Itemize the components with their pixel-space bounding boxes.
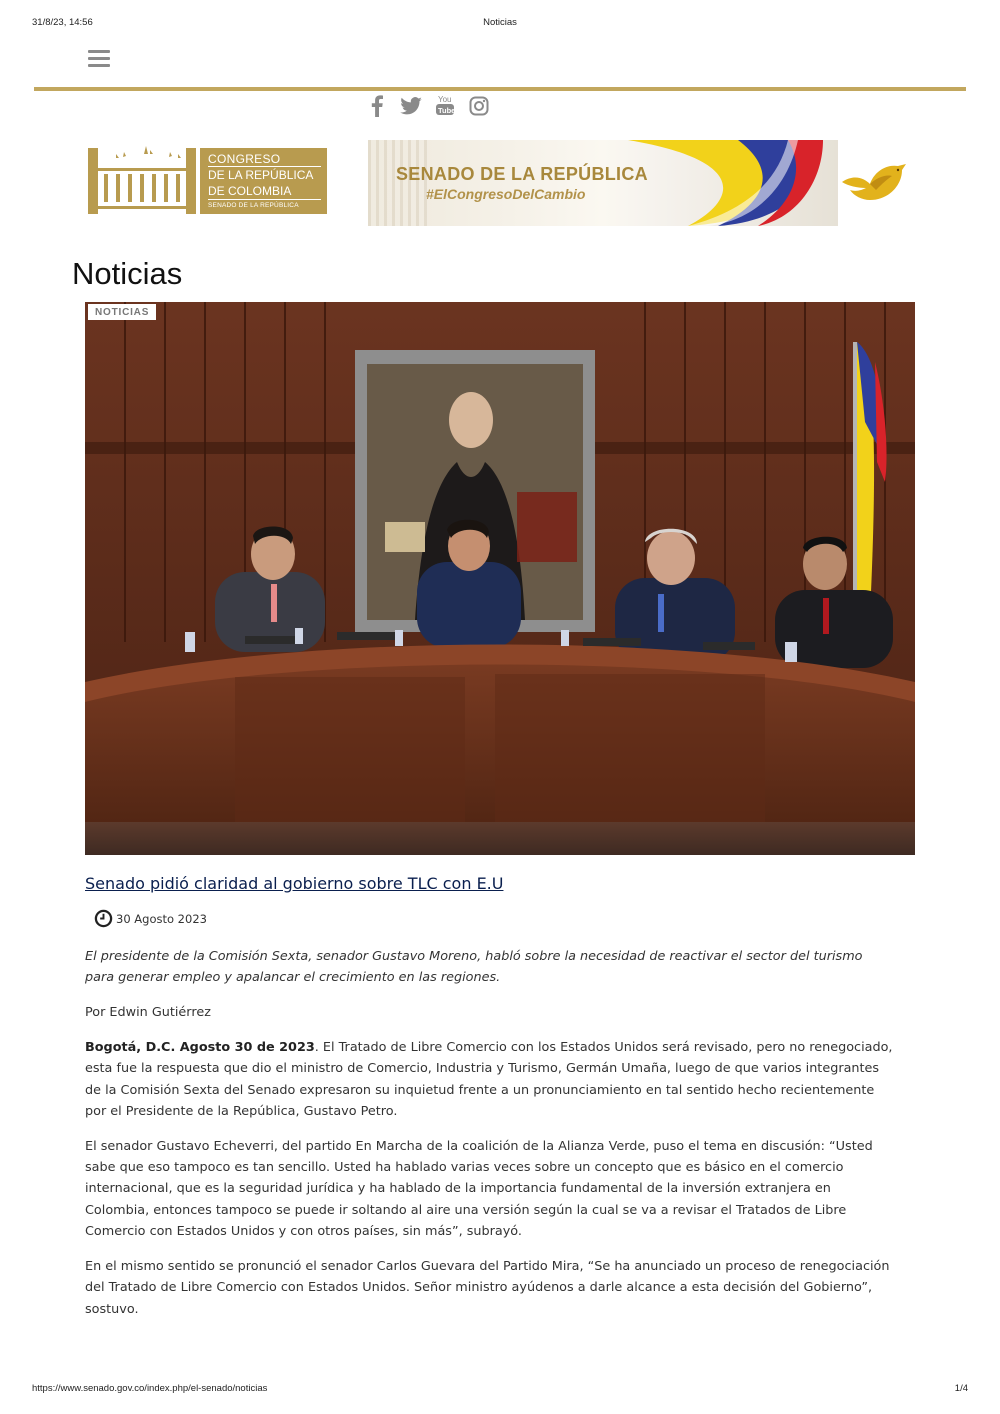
congreso-logo[interactable] bbox=[88, 144, 328, 214]
header-divider bbox=[34, 87, 966, 91]
print-page-number: 1/4 bbox=[954, 1383, 968, 1394]
logo-line4: SENADO DE LA REPÚBLICA bbox=[208, 202, 299, 209]
session-photo bbox=[85, 302, 915, 855]
article-lead: El presidente de la Comisión Sexta, senador Gustavo Moreno, habló sobre la necesidad de reactivar el sector del turismo para generar empleo y apalancar el crecimiento en las regiones. bbox=[85, 949, 863, 986]
article-dateline: Bogotá, D.C. Agosto 30 de 2023 bbox=[85, 1040, 315, 1056]
hamburger-menu-icon[interactable] bbox=[88, 50, 110, 68]
senado-banner[interactable] bbox=[368, 140, 918, 226]
category-tag[interactable]: NOTICIAS bbox=[88, 304, 156, 320]
article-date bbox=[94, 909, 207, 928]
print-title: Noticias bbox=[483, 17, 517, 28]
instagram-icon[interactable] bbox=[468, 94, 490, 118]
twitter-icon[interactable] bbox=[400, 94, 422, 118]
article-paragraph-1-text: . El Tratado de Libre Comercio con los Estados Unidos será revisado, pero no renegociado, esta fue la respuesta que dio el ministro de Comercio, Industria y Turismo, Germán Umaña, luego de que varios integrantes de la Comisión Sexta del Senado expresaron su inquietud frente a un pronunciamiento en tal sentido hecho recientemente por el Presidente de la República, Gustavo Petro. bbox=[85, 1040, 893, 1119]
banner-title: SENADO DE LA REPÚBLICA bbox=[396, 164, 648, 184]
svg-text:Tube: Tube bbox=[438, 106, 455, 115]
logo-line1: CONGRESO bbox=[208, 152, 281, 166]
print-datetime: 31/8/23, 14:56 bbox=[32, 17, 93, 28]
print-header bbox=[32, 17, 968, 31]
logo-line2: DE LA REPÚBLICA bbox=[208, 168, 314, 182]
article-byline: Por Edwin Gutiérrez bbox=[85, 1005, 211, 1021]
youtube-icon[interactable] bbox=[434, 94, 456, 118]
print-url: https://www.senado.gov.co/index.php/el-senado/noticias bbox=[32, 1383, 268, 1394]
clock-icon bbox=[94, 909, 113, 928]
bird-logo-icon bbox=[840, 160, 910, 206]
article-title-link[interactable]: Senado pidió claridad al gobierno sobre TLC con E.U bbox=[85, 874, 504, 893]
banner-hashtag: #ElCongresoDelCambio bbox=[426, 186, 586, 202]
logo-text-box bbox=[200, 148, 327, 214]
article-paragraph-3: En el mismo sentido se pronunció el senador Carlos Guevara del Partido Mira, “Se ha anunciado un proceso de renegociación del Tratado de Libre Comercio con Estados Unidos. Señor ministro ayúdenos a darle alcance a esta decisión del Gobierno”, sostuvo. bbox=[85, 1258, 890, 1317]
print-footer bbox=[32, 1383, 968, 1397]
facebook-icon[interactable] bbox=[366, 94, 388, 118]
article-hero-image[interactable] bbox=[85, 302, 915, 855]
social-links bbox=[366, 93, 490, 119]
article-paragraph-1 bbox=[85, 1037, 895, 1122]
colombia-flag-wave-icon bbox=[618, 140, 823, 226]
logo-line3: DE COLOMBIA bbox=[208, 184, 292, 198]
page-title: Noticias bbox=[72, 256, 183, 291]
capitol-emblem-icon bbox=[88, 144, 196, 214]
article-body bbox=[85, 946, 895, 1333]
article-date-text: 30 Agosto 2023 bbox=[116, 911, 207, 926]
article-paragraph-2: El senador Gustavo Echeverri, del partido En Marcha de la coalición de la Alianza Verde, puso el tema en discusión: “Usted sabe que eso tampoco es tan sencillo. Usted ha hablado varias veces sobre un concepto que es básico en el comercio internacional, que es la seguridad jurídica y ha hablado de la importancia fundamental de la inversión extranjera en Colombia, entonces tampoco se puede ir soltando al aire una versión según la cual se va a revisar el Tratados de Libre Comercio con Estados Unidos y con otros países, sin más”, subrayó. bbox=[85, 1138, 873, 1240]
svg-text:You: You bbox=[438, 95, 452, 104]
